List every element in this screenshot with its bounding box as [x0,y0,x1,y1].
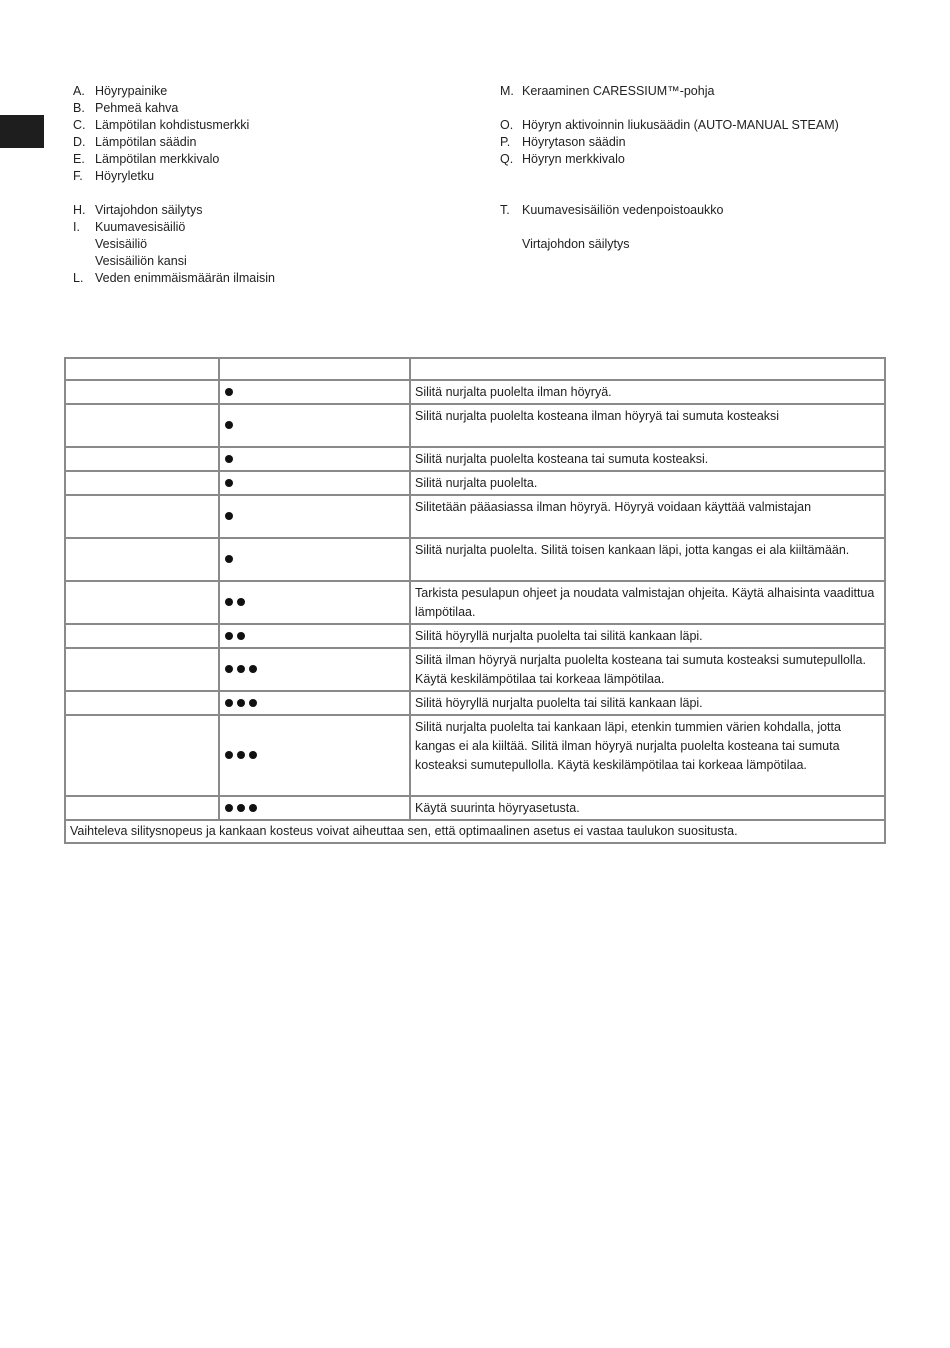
instruction-cell: Silitetään pääasiassa ilman höyryä. Höyryä voidaan käyttää valmistajan [410,495,885,538]
parts-list-item [73,117,473,134]
part-label: Höyryn aktivoinnin liukusäädin (AUTO-MANUAL STEAM) [522,118,839,132]
parts-list-item [500,151,920,168]
table-header-row [65,358,885,380]
temperature-dot-icon [237,598,245,606]
temperature-dots-cell [219,404,410,447]
header-cell-fabric [65,358,219,380]
temperature-dot-icon [237,751,245,759]
temperature-dots-cell [219,581,410,624]
temperature-dots-cell [219,648,410,691]
part-letter [500,100,522,117]
part-label: Virtajohdon säilytys [95,203,203,217]
instruction-cell: Tarkista pesulapun ohjeet ja noudata valmistajan ohjeita. Käytä alhaisinta vaadittua lämpötilaa. [410,581,885,624]
parts-list-item [73,202,473,219]
instruction-cell: Silitä nurjalta puolelta. [410,471,885,495]
part-label: Lämpötilan säädin [95,135,197,149]
temperature-dot-icon [249,751,257,759]
part-label: Virtajohdon säilytys [522,237,630,251]
parts-list-item [73,134,473,151]
parts-list-item [73,151,473,168]
part-letter: H. [73,203,86,217]
parts-list-item [73,185,473,202]
temperature-dots-cell [219,538,410,581]
table-row [65,538,885,581]
fabric-cell [65,404,219,447]
fabric-cell [65,581,219,624]
instruction-cell: Silitä nurjalta puolelta ilman höyryä. [410,380,885,404]
language-tab-marker [0,115,44,148]
part-letter: O. [500,118,514,132]
parts-list-item [73,270,473,287]
fabric-cell [65,447,219,471]
temperature-dots-cell [219,471,410,495]
temperature-dots-cell [219,715,410,796]
part-letter: P. [500,135,511,149]
table-row [65,404,885,447]
part-letter [500,168,522,185]
table-footnote-row [65,820,885,843]
temperature-dot-icon [225,751,233,759]
instruction-cell: Silitä ilman höyryä nurjalta puolelta kosteana tai sumuta kosteaksi sumutepullolla. Käytä keskilämpötilaa tai korkeaa lämpötilaa. [410,648,885,691]
header-cell-instructions [410,358,885,380]
fabric-cell [65,380,219,404]
part-label: Höyryletku [95,169,155,183]
temperature-dot-icon [225,699,233,707]
part-letter [73,185,95,202]
fabric-cell [65,648,219,691]
part-label: Kuumavesisäiliön vedenpoistoaukko [522,203,724,217]
part-letter: T. [500,203,510,217]
instruction-cell: Silitä höyryllä nurjalta puolelta tai silitä kankaan läpi. [410,624,885,648]
fabric-cell [65,495,219,538]
parts-list-left [73,83,473,287]
parts-list-item [500,202,920,219]
fabric-cell [65,538,219,581]
parts-list-item [500,236,920,253]
temperature-dot-icon [249,665,257,673]
temperature-dot-icon [225,632,233,640]
instruction-cell: Silitä nurjalta puolelta kosteana tai sumuta kosteaksi. [410,447,885,471]
part-label: Höyrypainike [95,84,168,98]
instruction-cell: Silitä nurjalta puolelta kosteana ilman höyryä tai sumuta kosteaksi [410,404,885,447]
part-letter: F. [73,169,83,183]
temperature-dots-cell [219,447,410,471]
part-letter [500,185,522,202]
parts-list-item [73,100,473,117]
temperature-dot-icon [225,421,233,429]
temperature-dot-icon [225,388,233,396]
temperature-dots-cell [219,691,410,715]
temperature-dot-icon [237,699,245,707]
part-letter: I. [73,220,80,234]
part-label: Höyrytason säädin [522,135,626,149]
parts-list-item [500,168,920,185]
part-letter: A. [73,84,85,98]
part-letter: C. [73,118,86,132]
instruction-cell: Silitä nurjalta puolelta. Silitä toisen kankaan läpi, jotta kangas ei ala kiiltämään. [410,538,885,581]
parts-list-item [500,134,920,151]
temperature-dot-icon [249,804,257,812]
part-label: Vesisäiliön kansi [95,254,187,268]
part-label: Pehmeä kahva [95,101,179,115]
part-label: Kuumavesisäiliö [95,220,186,234]
table-row [65,495,885,538]
part-label: Höyryn merkkivalo [522,152,625,166]
temperature-dot-icon [225,598,233,606]
instruction-cell: Silitä nurjalta puolelta tai kankaan läpi, etenkin tummien värien kohdalla, jotta kangas ei ala kiiltää. Silitä ilman höyryä nurjalta puolelta kosteana tai sumuta kosteaksi sumutepullolla. Käytä keskilämpötilaa tai korkeaa lämpötilaa. [410,715,885,796]
part-letter: Q. [500,152,514,166]
table-row [65,471,885,495]
temperature-dots-cell [219,380,410,404]
header-cell-setting [219,358,410,380]
temperature-dots-cell [219,495,410,538]
parts-list-item [500,185,920,202]
part-letter [500,219,522,236]
table-footnote: Vaihteleva silitysnopeus ja kankaan kosteus voivat aiheuttaa sen, että optimaalinen asetus ei vastaa taulukon suositusta. [65,820,885,843]
parts-list-item [500,219,920,236]
table-row [65,715,885,796]
table-row [65,648,885,691]
part-letter [73,236,95,253]
temperature-dot-icon [225,804,233,812]
part-label: Vesisäiliö [95,237,148,251]
instruction-cell: Silitä höyryllä nurjalta puolelta tai silitä kankaan läpi. [410,691,885,715]
temperature-dot-icon [225,555,233,563]
temperature-dot-icon [225,455,233,463]
temperature-dots-cell [219,796,410,820]
table-row [65,447,885,471]
parts-list-item [500,83,920,100]
temperature-dot-icon [225,512,233,520]
temperature-dot-icon [249,699,257,707]
fabric-cell [65,796,219,820]
part-letter: L. [73,271,84,285]
part-letter: D. [73,135,86,149]
temperature-dots-cell [219,624,410,648]
temperature-dot-icon [225,479,233,487]
part-letter [73,253,95,270]
table-row [65,691,885,715]
part-label: Lämpötilan merkkivalo [95,152,220,166]
part-letter: B. [73,101,85,115]
part-letter: M. [500,84,514,98]
part-label: Lämpötilan kohdistusmerkki [95,118,250,132]
table-row [65,380,885,404]
part-label: Keraaminen CARESSIUM™-pohja [522,84,715,98]
parts-list-item [500,117,920,134]
fabric-cell [65,471,219,495]
parts-list-item [73,236,473,253]
parts-list-item [73,83,473,100]
instruction-cell: Käytä suurinta höyryasetusta. [410,796,885,820]
temperature-dot-icon [237,804,245,812]
table-row [65,796,885,820]
part-letter: E. [73,152,85,166]
table-row [65,581,885,624]
parts-list-item [500,100,920,117]
part-label: Veden enimmäismäärän ilmaisin [95,271,275,285]
part-letter [500,236,522,253]
temperature-dot-icon [237,632,245,640]
parts-list-right [500,83,920,253]
fabric-cell [65,715,219,796]
parts-list-item [73,168,473,185]
fabric-cell [65,624,219,648]
ironing-guide-table [64,357,886,844]
table-row [65,624,885,648]
fabric-cell [65,691,219,715]
parts-list-item [73,219,473,236]
parts-list-item [73,253,473,270]
temperature-dot-icon [237,665,245,673]
temperature-dot-icon [225,665,233,673]
